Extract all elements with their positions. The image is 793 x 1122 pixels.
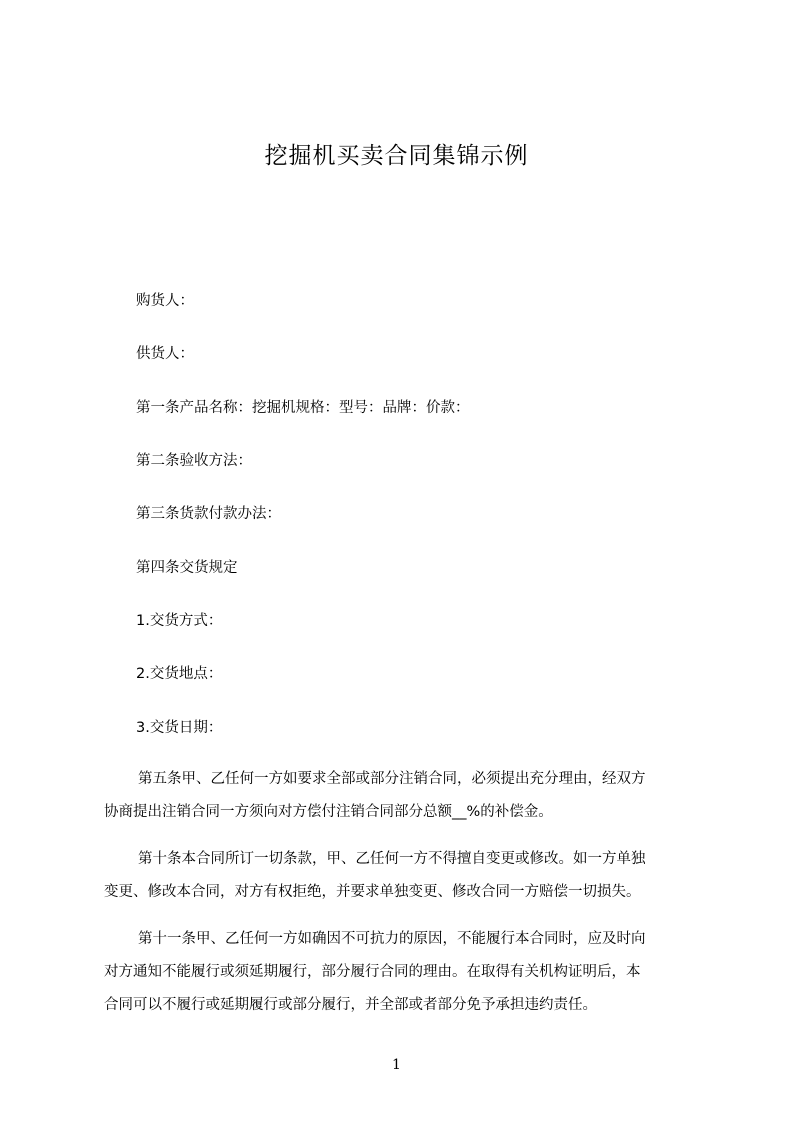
article-1-product: 第一条产品名称：挖掘机规格：型号：品牌：价款： bbox=[136, 400, 470, 416]
article-3-payment: 第三条货款付款办法： bbox=[136, 506, 281, 522]
article-2-inspection: 第二条验收方法： bbox=[136, 453, 252, 469]
page-number: 1 bbox=[392, 1057, 401, 1073]
paragraph-line: 变更、修改本合同，对方有权拒绝，并要求单独变更、修改合同一方赔偿一切损失。 bbox=[104, 884, 641, 900]
document-title: 挖掘机买卖合同集锦示例 bbox=[264, 143, 529, 169]
article-10-paragraph bbox=[104, 843, 694, 909]
article-5-paragraph bbox=[104, 763, 694, 829]
paragraph-line: 对方通知不能履行或须延期履行，部分履行合同的理由。在取得有关机构证明后，本 bbox=[104, 964, 641, 980]
paragraph-line: 协商提出注销合同一方须向对方偿付注销合同部分总额__%的补偿金。 bbox=[104, 804, 553, 820]
delivery-date: 3.交货日期： bbox=[136, 720, 223, 736]
paragraph-line: 第十条本合同所订一切条款，甲、乙任何一方不得擅自变更或修改。如一方单独 bbox=[138, 851, 646, 867]
delivery-method: 1.交货方式： bbox=[136, 613, 223, 629]
article-4-delivery: 第四条交货规定 bbox=[136, 560, 238, 576]
paragraph-line: 第十一条甲、乙任何一方如确因不可抗力的原因，不能履行本合同时，应及时向 bbox=[138, 931, 646, 947]
field-supplier: 供货人： bbox=[136, 346, 194, 362]
delivery-location: 2.交货地点： bbox=[136, 666, 223, 682]
article-11-paragraph bbox=[104, 923, 694, 1022]
paragraph-line: 第五条甲、乙任何一方如要求全部或部分注销合同，必须提出充分理由，经双方 bbox=[138, 771, 646, 787]
field-buyer: 购货人： bbox=[136, 293, 194, 309]
paragraph-line: 合同可以不履行或延期履行或部分履行，并全部或者部分免予承担违约责任。 bbox=[104, 997, 597, 1013]
